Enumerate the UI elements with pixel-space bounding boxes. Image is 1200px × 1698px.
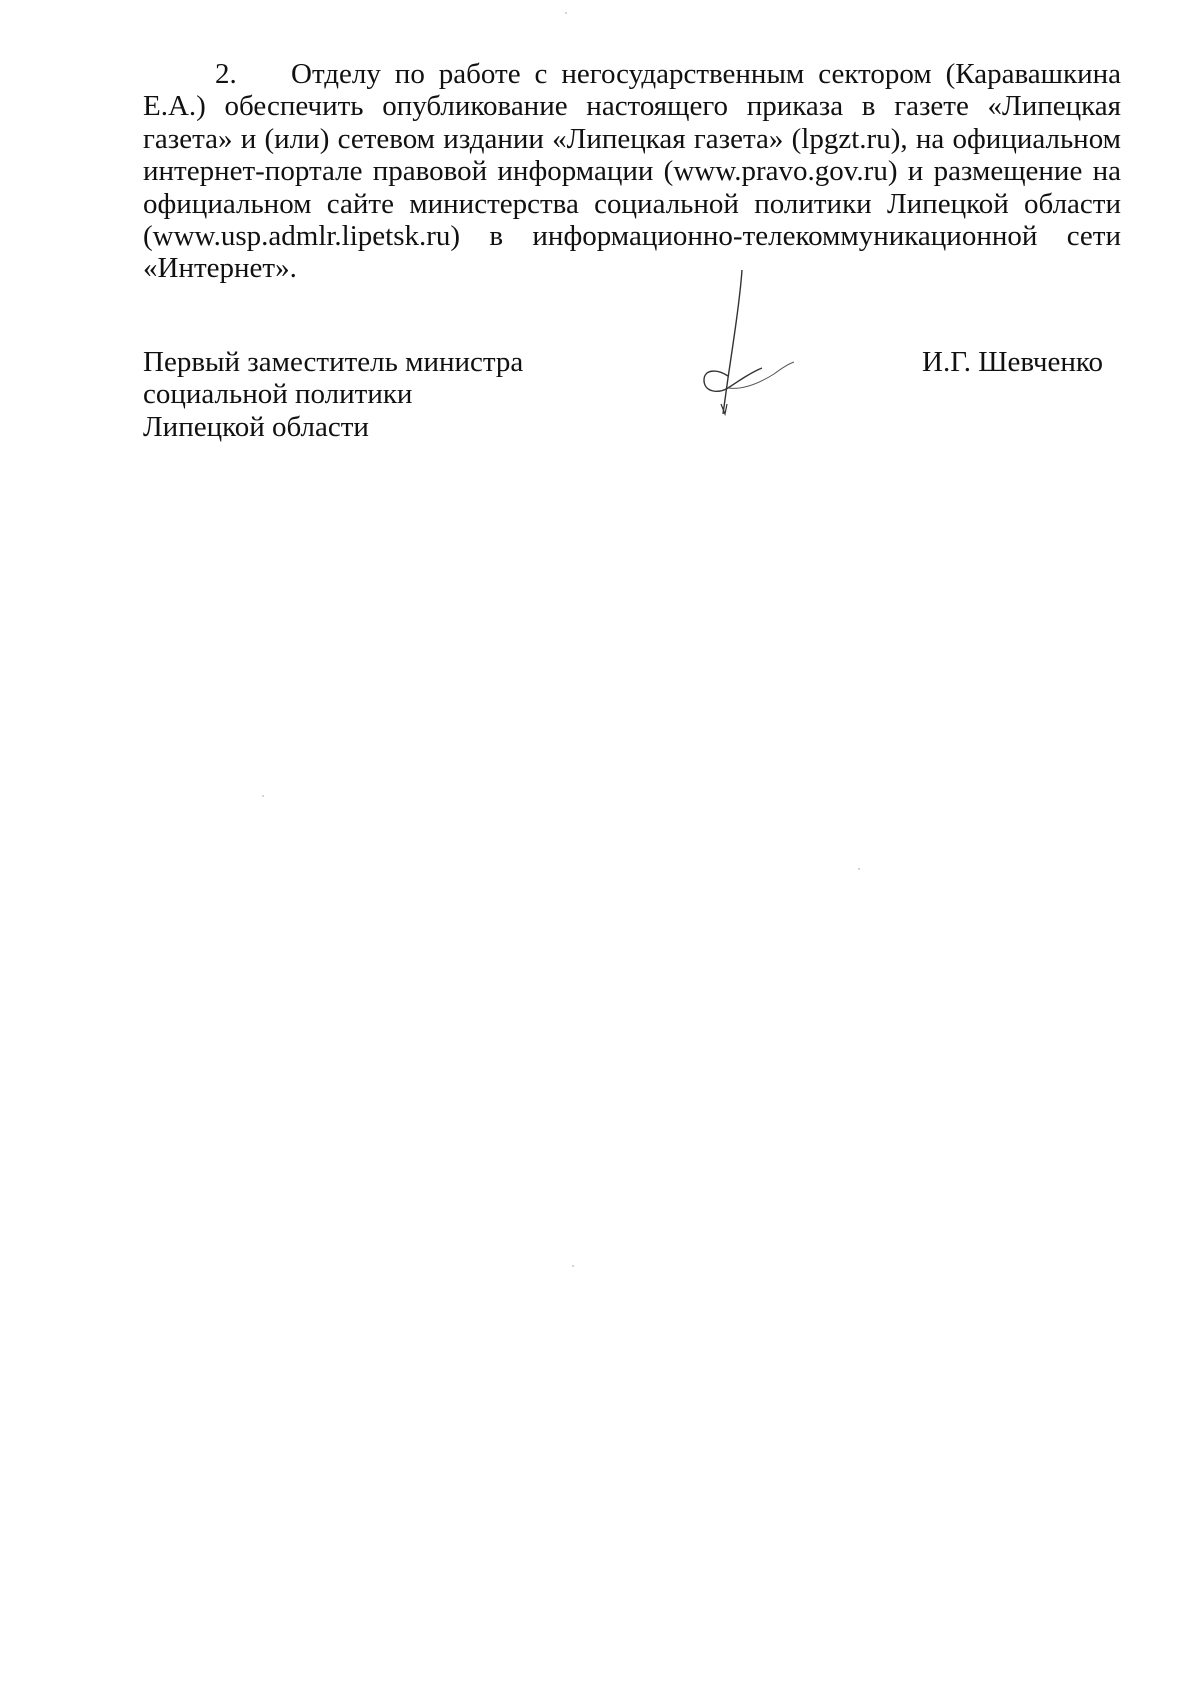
position-line-3: Липецкой области [143, 410, 369, 443]
signatory-position [143, 346, 523, 443]
item-number: 2. [215, 58, 237, 90]
scan-speck [565, 12, 567, 14]
scan-speck [262, 795, 264, 797]
item-text: Отделу по работе с негосударственным сектором (Каравашкина Е.А.) обеспечить опубликование настоящего приказа в газете «Липецкая газета» и (или) сетевом издании «Липецкая газета» (lpgzt.ru), на официальном интернет-портале правовой информации (www.pravo.gov.ru) и размещение на официальном сайте министерства социальной политики Липецкой области (www.usp.admlr.lipetsk.ru) в информационно-телекоммуникационной сети «Интернет». [143, 58, 1121, 285]
scan-speck [858, 868, 860, 870]
scan-speck [572, 1265, 574, 1267]
position-line-2: социальной политики [143, 378, 413, 411]
position-line-1: Первый заместитель министра [143, 346, 524, 378]
signatory-name: И.Г. Шевченко [922, 346, 1103, 378]
order-item-2 [143, 58, 1121, 285]
handwritten-signature [690, 268, 800, 418]
